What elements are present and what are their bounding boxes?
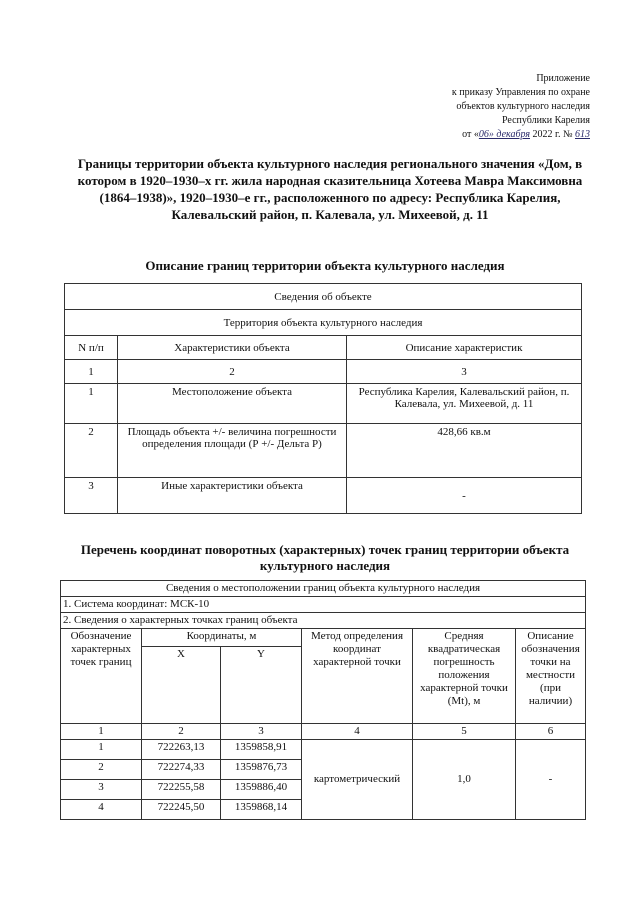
point-number: 3	[61, 780, 142, 800]
point-x: 722263,13	[142, 740, 221, 760]
point-number: 2	[61, 760, 142, 780]
row-number: 1	[65, 384, 118, 424]
col-index: 4	[302, 724, 413, 740]
appendix-block	[452, 72, 590, 142]
col-y: Y	[221, 647, 302, 724]
point-description: -	[516, 740, 586, 820]
point-method: картометрический	[302, 740, 413, 820]
page-title: Границы территории объекта культурного наследия регионального значения «Дом, в котором в 1920–1930–х гг. жила народная сказительница Хотеева Мавра Максимовна (1864–1938)», 1920–1930–е гг., расположенного по адресу: Республика Карелия, Калевальский район, п. Калевала, ул. Михеевой, д. 11	[77, 156, 583, 222]
col-index: 1	[65, 360, 118, 384]
col-accuracy: Средняя квадратическая погрешность положения характерной точки (Мt), м	[413, 629, 516, 724]
col-method: Метод определения координат характерной точки	[302, 629, 413, 724]
section2-title: Перечень координат поворотных (характерных) точек границ территории объекта культурного наследия	[80, 542, 570, 573]
col-description: Описание характеристик	[347, 336, 582, 360]
table-row	[65, 424, 582, 478]
row-description: -	[347, 478, 582, 514]
point-x: 722245,50	[142, 800, 221, 820]
col-index: 6	[516, 724, 586, 740]
table1-header: Сведения об объекте	[65, 284, 582, 310]
appendix-line: Республики Карелия	[501, 115, 590, 126]
table-row	[61, 740, 586, 760]
table-row	[65, 478, 582, 514]
col-designation: Обозначение характерных точек границ	[61, 629, 142, 724]
col-characteristic: Характеристики объекта	[118, 336, 347, 360]
col-index: 1	[61, 724, 142, 740]
point-accuracy: 1,0	[413, 740, 516, 820]
table-row	[65, 384, 582, 424]
col-index: 2	[118, 360, 347, 384]
appendix-date	[452, 128, 590, 142]
table1-subheader: Территория объекта культурного наследия	[65, 310, 582, 336]
appendix-line: к приказу Управления по охране	[451, 87, 590, 98]
col-coordinates: Координаты, м	[142, 629, 302, 647]
table2-header: Сведения о местоположении границ объекта культурного наследия	[61, 581, 586, 597]
col-index: 3	[221, 724, 302, 740]
row-number: 2	[65, 424, 118, 478]
date-prefix: от «	[462, 129, 479, 140]
col-index: 2	[142, 724, 221, 740]
date-suffix: 2022 г. №	[529, 129, 575, 140]
col-x: X	[142, 647, 221, 724]
point-number: 1	[61, 740, 142, 760]
points-header: 2. Сведения о характерных точках границ объекта	[61, 613, 586, 629]
col-index: 3	[347, 360, 582, 384]
object-info-table	[64, 283, 582, 514]
appendix-line: Приложение	[536, 73, 590, 84]
row-characteristic: Местоположение объекта	[118, 384, 347, 424]
point-y: 1359858,91	[221, 740, 302, 760]
row-description: Республика Карелия, Калевальский район, п. Калевала, ул. Михеевой, д. 11	[347, 384, 582, 424]
coordinate-system: 1. Система координат: МСК-10	[61, 597, 586, 613]
col-point-description: Описание обозначения точки на местности (при наличии)	[516, 629, 586, 724]
date-handwritten: 06» декабря	[478, 129, 530, 140]
point-y: 1359868,14	[221, 800, 302, 820]
point-number: 4	[61, 800, 142, 820]
order-number: 613	[575, 129, 590, 140]
row-description: 428,66 кв.м	[347, 424, 582, 478]
coordinates-table	[60, 580, 586, 820]
point-x: 722255,58	[142, 780, 221, 800]
col-number: N п/п	[65, 336, 118, 360]
appendix-line: объектов культурного наследия	[456, 101, 590, 112]
point-y: 1359876,73	[221, 760, 302, 780]
row-characteristic: Иные характеристики объекта	[118, 478, 347, 514]
section1-title: Описание границ территории объекта культурного наследия	[145, 258, 505, 273]
point-y: 1359886,40	[221, 780, 302, 800]
col-index: 5	[413, 724, 516, 740]
row-number: 3	[65, 478, 118, 514]
row-characteristic: Площадь объекта +/- величина погрешности определения площади (Р +/- Дельта Р)	[118, 424, 347, 478]
point-x: 722274,33	[142, 760, 221, 780]
